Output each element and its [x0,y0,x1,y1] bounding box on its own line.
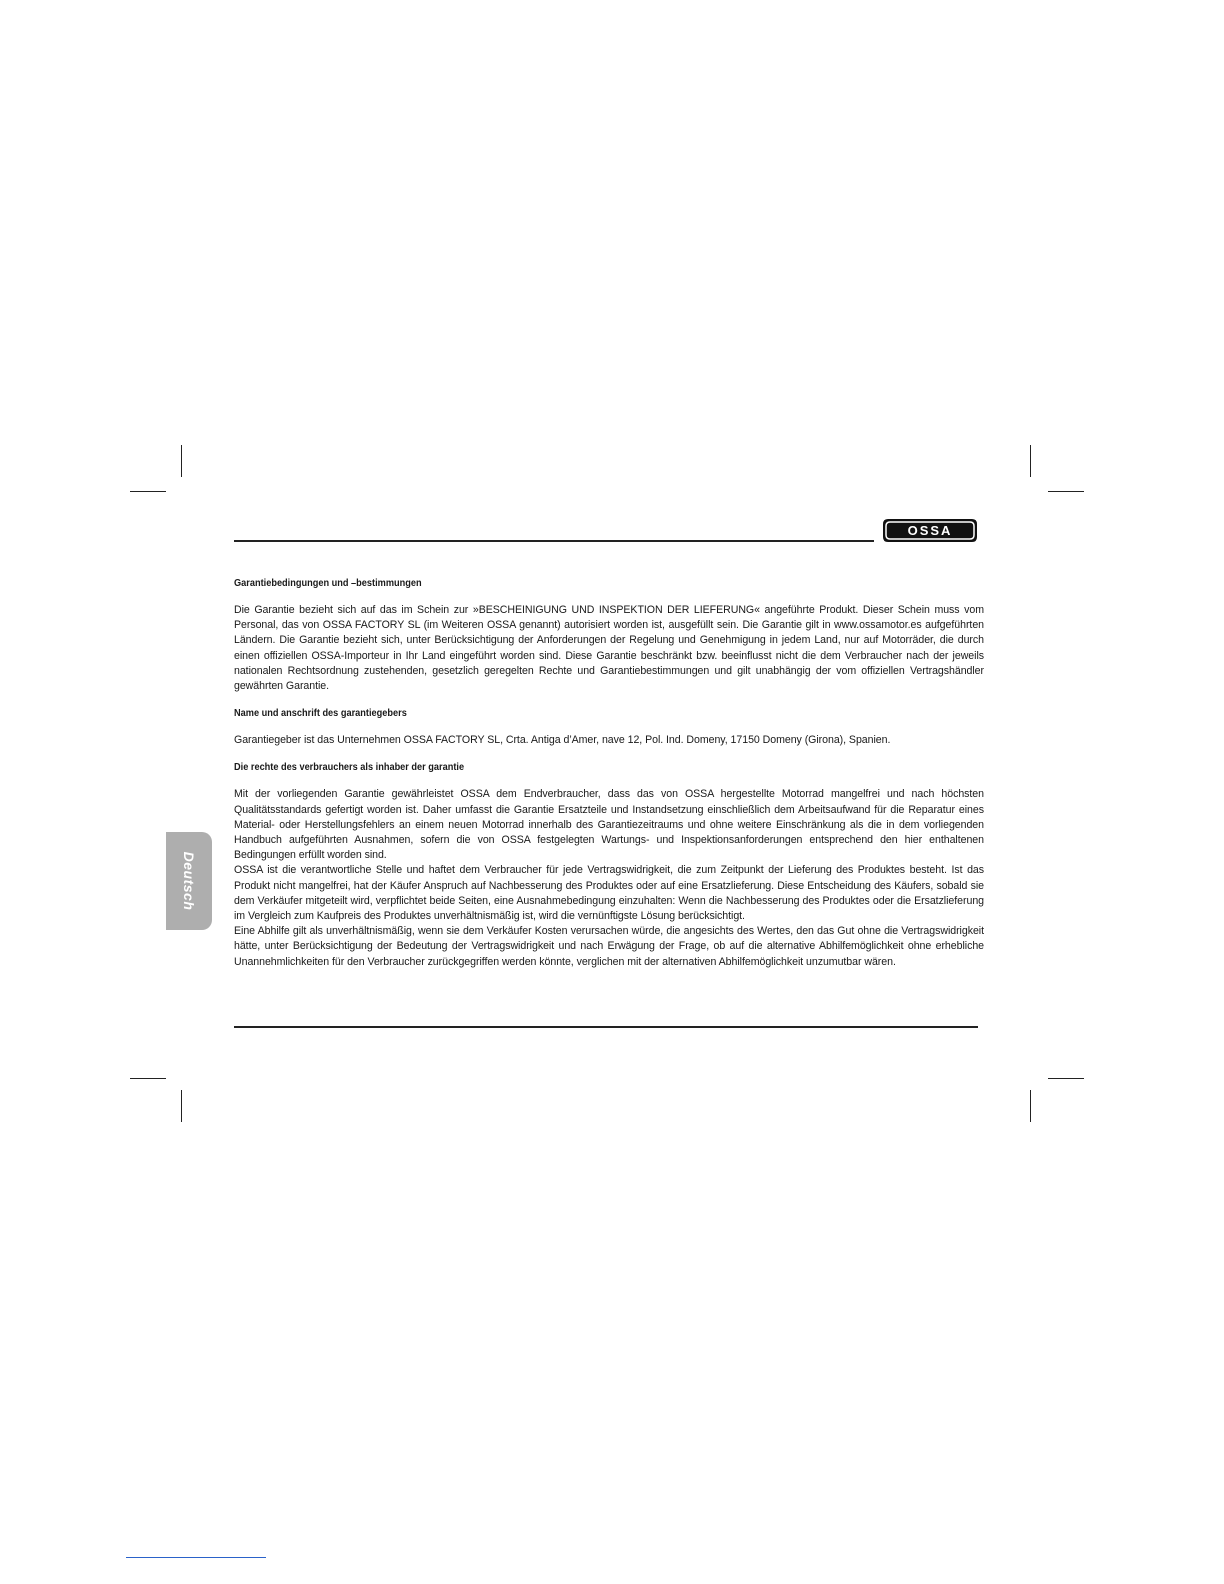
crop-mark [130,491,166,492]
crop-mark [181,1090,182,1122]
header-rule [234,540,874,542]
section-heading: Name und anschrift des garantiegebers [234,708,407,720]
language-tab-label: Deutsch [181,851,197,911]
document-body [234,578,984,984]
crop-mark [181,445,182,477]
footer-rule [234,1026,978,1028]
crop-mark [1048,1078,1084,1079]
crop-mark [1048,491,1084,492]
paragraph: Eine Abhilfe gilt als unverhältnismäßig, wenn sie dem Verkäufer Kosten verursachen würde, die angesichts des Wertes, den das Gut ohne die Vertragswidrigkeit hätte, unter Berücksichtigung der Bedeutung der Vertragswidrigkeit und nach Erwägung der Frage, ob auf die alternative Abhilfemöglichkeit ohne erhebliche Unannehmlichkeiten für den Verbraucher zurückgegriffen werden könnte, verglichen mit der alternativen Abhilfemöglichkeit unzumutbar wären. [234,925,984,968]
section-heading: Garantiebedingungen und –bestimmungen [234,578,422,589]
paragraph-group [234,787,984,969]
footer-underline [126,1557,266,1558]
crop-mark [1030,445,1031,477]
language-tab [166,832,212,930]
paragraph: Die Garantie bezieht sich auf das im Schein zur »BESCHEINIGUNG UND INSPEKTION DER LIEFERUNG« angeführte Produkt. Dieser Schein muss vom Personal, das von OSSA FACTORY SL (im Weiteren OSSA genannt) autorisiert worden ist, ausgefüllt sein. Die Garantie gilt in www.ossamotor.es aufgeführten Ländern. Die Garantie bezieht sich, unter Berücksichtigung der Anforderungen der Regelung und Genehmigung in jedem Land, nur auf Motorräder, die durch einen offiziellen OSSA-Importeur in Ihr Land eingeführt worden sind. Diese Garantie beschränkt bzw. beeinflusst nicht die dem Verbraucher nach der jeweils nationalen Rechtsordnung zustehenden, gesetzlich geregelten Rechte und Garantiebestimmungen und gilt unabhängig der vom offiziellen Vertragshändler gewährten Garantie. [234,604,984,693]
ossa-logo [882,518,978,543]
crop-mark [1030,1090,1031,1122]
paragraph: OSSA ist die verantwortliche Stelle und haftet dem Verbraucher für jede Vertragswidrigkeit, die zum Zeitpunkt der Lieferung des Produktes besteht. Ist das Produkt nicht mangelfrei, hat der Käufer Anspruch auf Nachbesserung des Produktes oder auf eine Ersatzlieferung. Diese Entscheidung des Käufers, sobald sie dem Verkäufer mitgeteilt wird, verpflichtet beide Seiten, eine Ausnahmebedingung einzuhalten: Wenn die Nachbesserung des Produktes oder die Ersatzlieferung im Vergleich zum Kaufpreis des Produktes unverhältnismäßig ist, wird die vernünftigste Lösung berücksichtigt. [234,864,984,923]
paragraph: Garantiegeber ist das Unternehmen OSSA FACTORY SL, Crta. Antiga d’Amer, nave 12, Pol. Ind. Domeny, 17150 Domeny (Girona), Spanien. [234,734,891,747]
crop-mark [130,1078,166,1079]
logo-text: OSSA [907,523,953,538]
section-heading: Die rechte des verbrauchers als inhaber der garantie [234,762,465,774]
paragraph: Mit der vorliegenden Garantie gewährleistet OSSA dem Endverbraucher, dass das von OSSA hergestellte Motorrad mangelfrei und nach höchsten Qualitätsstandards gefertigt worden ist. Daher umfasst die Garantie Ersatzteile und Instandsetzung einschließlich dem Arbeitsaufwand für die Reparatur eines Material- oder Herstellungsfehlers an einem neuen Motorrad innerhalb des Garantiezeitraums und ohne weitere Einschränkung als die in dem vorliegenden Handbuch aufgeführten Ausnahmen, sofern die von OSSA festgelegten Wartungs- und Inspektionsanforderungen entsprechend den hier enthaltenen Bedingungen erfüllt worden sind. [234,788,984,862]
